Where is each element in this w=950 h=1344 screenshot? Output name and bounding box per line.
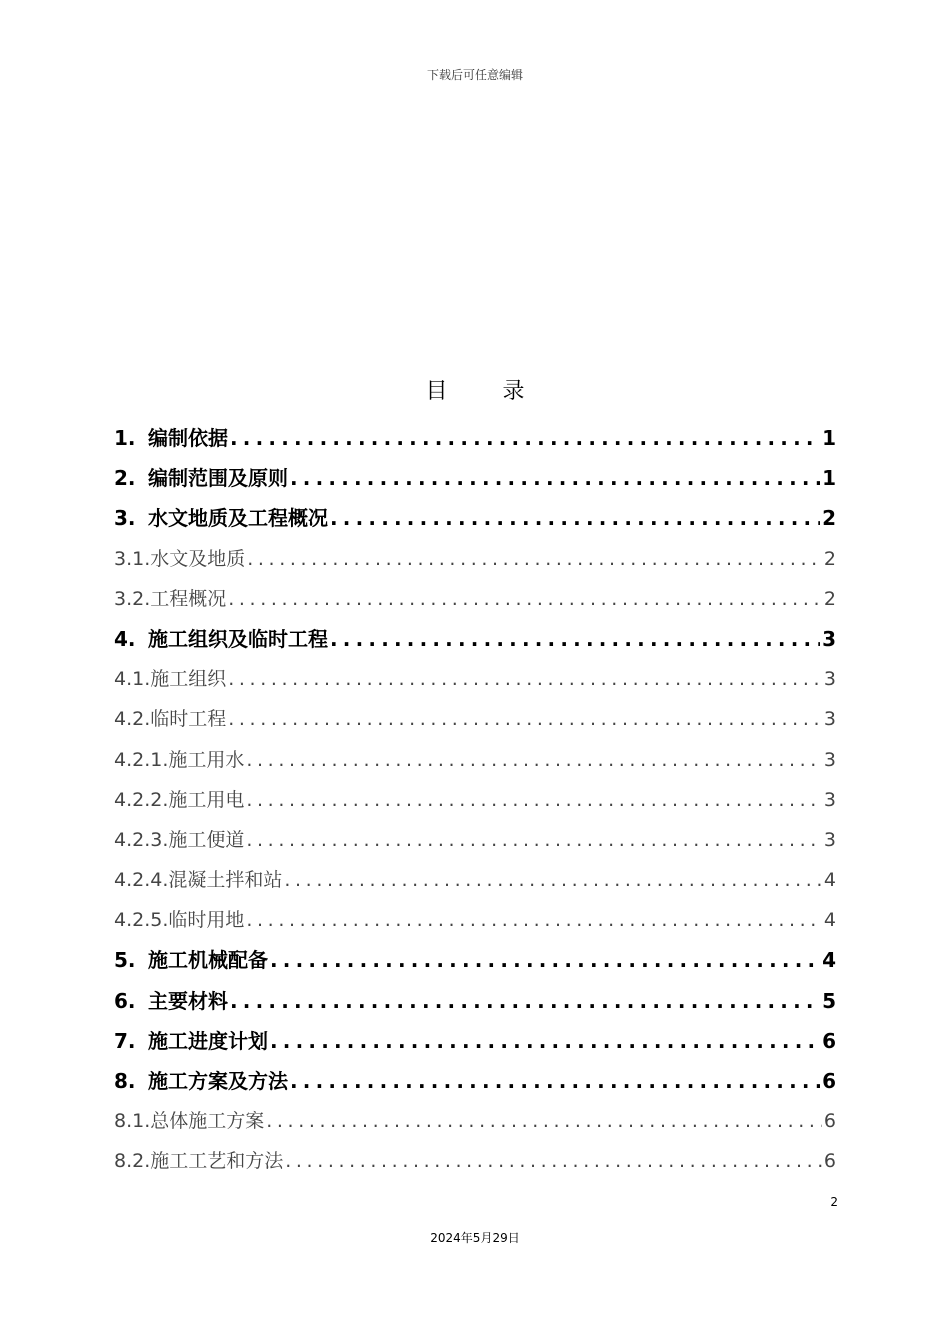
- toc-dot-leader: [230, 981, 820, 1021]
- toc-entry-label: 编制范围及原则: [148, 466, 288, 491]
- toc-entry[interactable]: [114, 579, 836, 619]
- toc-entry-number: 4.: [114, 626, 136, 651]
- toc-entry-page: 6: [823, 1110, 836, 1133]
- toc-entry[interactable]: [114, 458, 836, 498]
- toc-entry-label: 混凝土拌和站: [168, 869, 283, 892]
- toc-entry-page: 6: [822, 1028, 836, 1053]
- toc-entry-label: 施工组织及临时工程: [148, 626, 328, 651]
- toc-dot-leader: [270, 940, 820, 980]
- toc-entry[interactable]: [114, 981, 836, 1021]
- toc-entry-page: 5: [822, 988, 836, 1013]
- toc-dot-leader: [290, 458, 820, 498]
- toc-entry-number: 5.: [114, 948, 136, 973]
- toc-entry-page: 2: [823, 587, 836, 610]
- toc-entry[interactable]: [114, 1061, 836, 1101]
- toc-entry-page: 2: [822, 506, 836, 531]
- toc-entry-page: 3: [822, 626, 836, 651]
- toc-entry-label: 施工进度计划: [148, 1028, 268, 1053]
- toc-dot-leader: [246, 820, 822, 860]
- toc-dot-leader: [284, 860, 822, 900]
- toc-dot-leader: [246, 780, 822, 820]
- toc-title: 目 录: [425, 379, 549, 404]
- toc-entry-number: 8.: [114, 1069, 136, 1093]
- toc-entry-page: 6: [823, 1150, 836, 1173]
- toc-entry-page: 3: [823, 828, 836, 851]
- toc-entry-number: 8.1.: [114, 1110, 151, 1133]
- toc-entry-label: 总体施工方案: [150, 1110, 265, 1133]
- toc-entry[interactable]: [114, 699, 836, 739]
- toc-entry-number: 4.2.: [114, 708, 151, 731]
- toc-entry-label: 施工工艺和方法: [150, 1150, 284, 1173]
- toc-entry[interactable]: [114, 900, 836, 940]
- toc-entry-page: 3: [823, 748, 836, 771]
- toc-entry-page: 3: [823, 668, 836, 691]
- toc-entry-number: 4.2.1.: [114, 748, 169, 771]
- toc-entry[interactable]: [114, 860, 836, 900]
- toc-dot-leader: [246, 740, 822, 780]
- page-number: 2: [830, 1195, 838, 1209]
- toc-entry-page: 2: [823, 547, 836, 570]
- toc-entry-page: 6: [822, 1069, 836, 1093]
- toc-entry-page: 4: [822, 948, 836, 973]
- toc-dot-leader: [228, 659, 822, 699]
- toc-dot-leader: [230, 418, 820, 458]
- toc-entry-label: 编制依据: [148, 426, 228, 450]
- toc-entry-number: 6.: [114, 988, 136, 1013]
- toc-entry-number: 2.: [114, 466, 136, 491]
- toc-entry[interactable]: [114, 539, 836, 579]
- toc-entry[interactable]: [114, 619, 836, 659]
- toc-entry-number: 7.: [114, 1028, 136, 1053]
- toc-entry-page: 4: [823, 909, 836, 932]
- toc-entry-number: 4.1.: [114, 668, 151, 691]
- toc-entry-number: 4.2.4.: [114, 869, 169, 892]
- toc-entry[interactable]: [114, 498, 836, 538]
- toc-entry-number: 1.: [114, 426, 136, 450]
- toc-entry[interactable]: [114, 659, 836, 699]
- table-of-contents: [114, 418, 836, 1182]
- toc-entry[interactable]: [114, 740, 836, 780]
- toc-entry-page: 3: [823, 708, 836, 731]
- toc-entry-number: 3.: [114, 506, 136, 531]
- toc-entry-label: 水文及地质: [150, 547, 246, 570]
- toc-entry[interactable]: [114, 1141, 836, 1181]
- toc-entry-number: 8.2.: [114, 1150, 151, 1173]
- toc-entry-label: 主要材料: [148, 988, 228, 1013]
- toc-entry-label: 施工用水: [168, 748, 245, 771]
- toc-entry-label: 临时工程: [150, 708, 227, 731]
- toc-dot-leader: [228, 579, 822, 619]
- toc-dot-leader: [266, 1101, 822, 1141]
- toc-entry-page: 4: [823, 869, 836, 892]
- toc-entry-label: 施工用电: [168, 788, 245, 811]
- toc-dot-leader: [330, 498, 820, 538]
- toc-entry-label: 施工方案及方法: [148, 1069, 288, 1093]
- toc-entry-number: 4.2.3.: [114, 828, 169, 851]
- toc-dot-leader: [228, 699, 822, 739]
- toc-dot-leader: [247, 539, 822, 579]
- toc-entry-page: 1: [822, 426, 836, 450]
- toc-dot-leader: [246, 900, 822, 940]
- toc-entry-label: 临时用地: [168, 909, 245, 932]
- toc-dot-leader: [290, 1061, 820, 1101]
- toc-entry-page: 1: [822, 466, 836, 491]
- toc-dot-leader: [285, 1141, 822, 1181]
- toc-entry-label: 水文地质及工程概况: [148, 506, 328, 531]
- toc-dot-leader: [270, 1021, 820, 1061]
- toc-entry-number: 3.2.: [114, 587, 151, 610]
- toc-entry-label: 施工便道: [168, 828, 245, 851]
- toc-entry[interactable]: [114, 820, 836, 860]
- toc-entry[interactable]: [114, 1021, 836, 1061]
- toc-entry[interactable]: [114, 418, 836, 458]
- header-note: 下载后可任意编辑: [426, 68, 523, 82]
- toc-entry-number: 3.1.: [114, 547, 151, 570]
- toc-entry-label: 施工组织: [150, 668, 227, 691]
- toc-entry[interactable]: [114, 1101, 836, 1141]
- toc-entry[interactable]: [114, 940, 836, 980]
- toc-entry-number: 4.2.5.: [114, 909, 169, 932]
- toc-entry-number: 4.2.2.: [114, 788, 169, 811]
- toc-dot-leader: [330, 619, 820, 659]
- toc-entry-label: 施工机械配备: [148, 948, 268, 973]
- toc-entry-page: 3: [823, 788, 836, 811]
- footer-date: 2024年5月29日: [430, 1231, 520, 1245]
- toc-entry-label: 工程概况: [150, 587, 227, 610]
- toc-entry[interactable]: [114, 780, 836, 820]
